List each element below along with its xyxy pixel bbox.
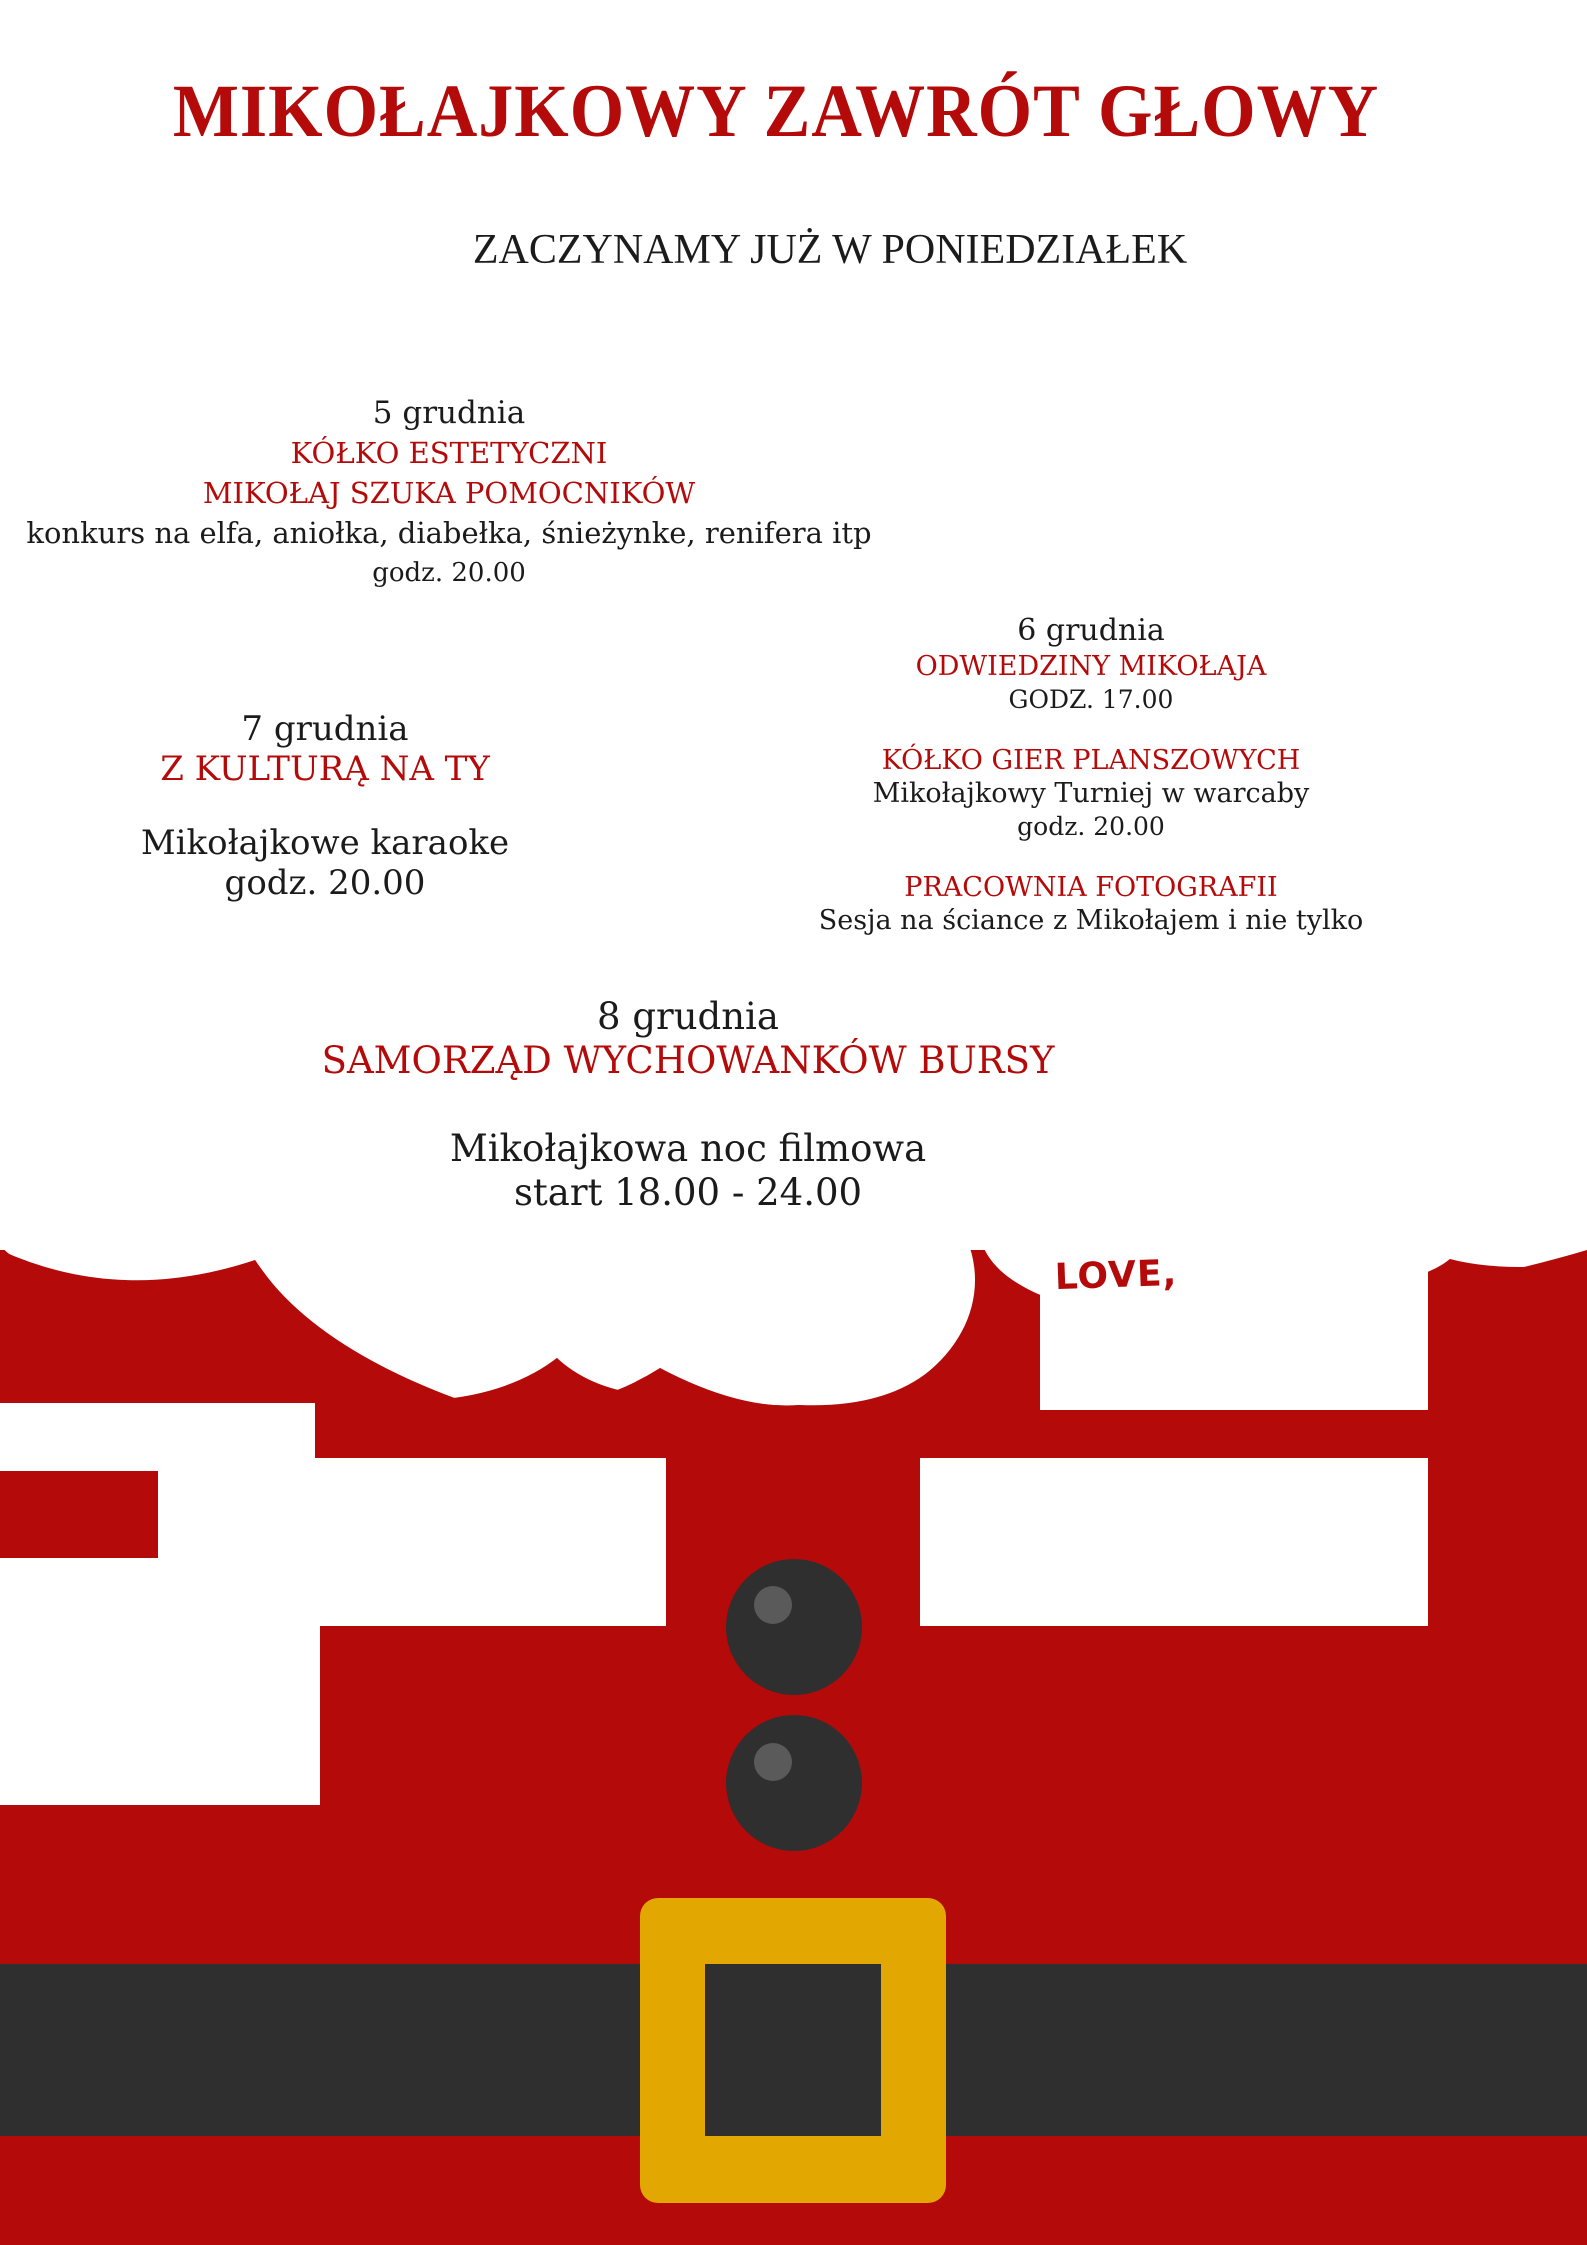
event-time: godz. 20.00 bbox=[372, 558, 526, 588]
event-dec5 bbox=[26, 393, 871, 593]
event-name: PRACOWNIA FOTOGRAFII bbox=[904, 872, 1278, 903]
event-time: godz. 20.00 bbox=[224, 863, 426, 903]
event-description: konkurs na elfa, aniołka, diabełka, śnieżynke, renifera itp bbox=[26, 516, 872, 550]
event-description: Mikołajkowy Turniej w warcaby bbox=[872, 778, 1310, 809]
event-date: 5 grudnia bbox=[372, 395, 526, 431]
event-time: GODZ. 17.00 bbox=[1008, 685, 1174, 714]
event-date: 8 grudnia bbox=[597, 995, 779, 1038]
event-dec6 bbox=[819, 612, 1363, 937]
event-name: ODWIEDZINY MIKOŁAJA bbox=[915, 651, 1267, 682]
love-signature: LOVE, bbox=[1054, 1252, 1178, 1299]
event-dec8 bbox=[322, 995, 1055, 1215]
event-date: 7 grudnia bbox=[241, 709, 409, 749]
event-group: Z KULTURĄ NA TY bbox=[160, 749, 490, 789]
event-description: Mikołajkowe karaoke bbox=[140, 823, 510, 863]
event-description: Mikołajkowa noc filmowa bbox=[449, 1127, 927, 1170]
event-group: SAMORZĄD WYCHOWANKÓW BURSY bbox=[321, 1039, 1055, 1082]
event-time: godz. 20.00 bbox=[1017, 812, 1165, 841]
event-dec7 bbox=[141, 709, 509, 903]
event-group: KÓŁKO ESTETYCZNI bbox=[290, 436, 608, 470]
event-description: Sesja na ściance z Mikołajem i nie tylko bbox=[818, 905, 1364, 936]
event-date: 6 grudnia bbox=[1017, 613, 1165, 648]
event-name: MIKOŁAJ SZUKA POMOCNIKÓW bbox=[202, 476, 696, 510]
page-subtitle: ZACZYNAMY JUŻ W PONIEDZIAŁEK bbox=[472, 227, 1188, 273]
page-title: MIKOŁAJKOWY ZAWRÓT GŁOWY bbox=[172, 69, 1380, 154]
event-name: KÓŁKO GIER PLANSZOWYCH bbox=[881, 745, 1301, 776]
event-time: start 18.00 - 24.00 bbox=[513, 1171, 863, 1214]
